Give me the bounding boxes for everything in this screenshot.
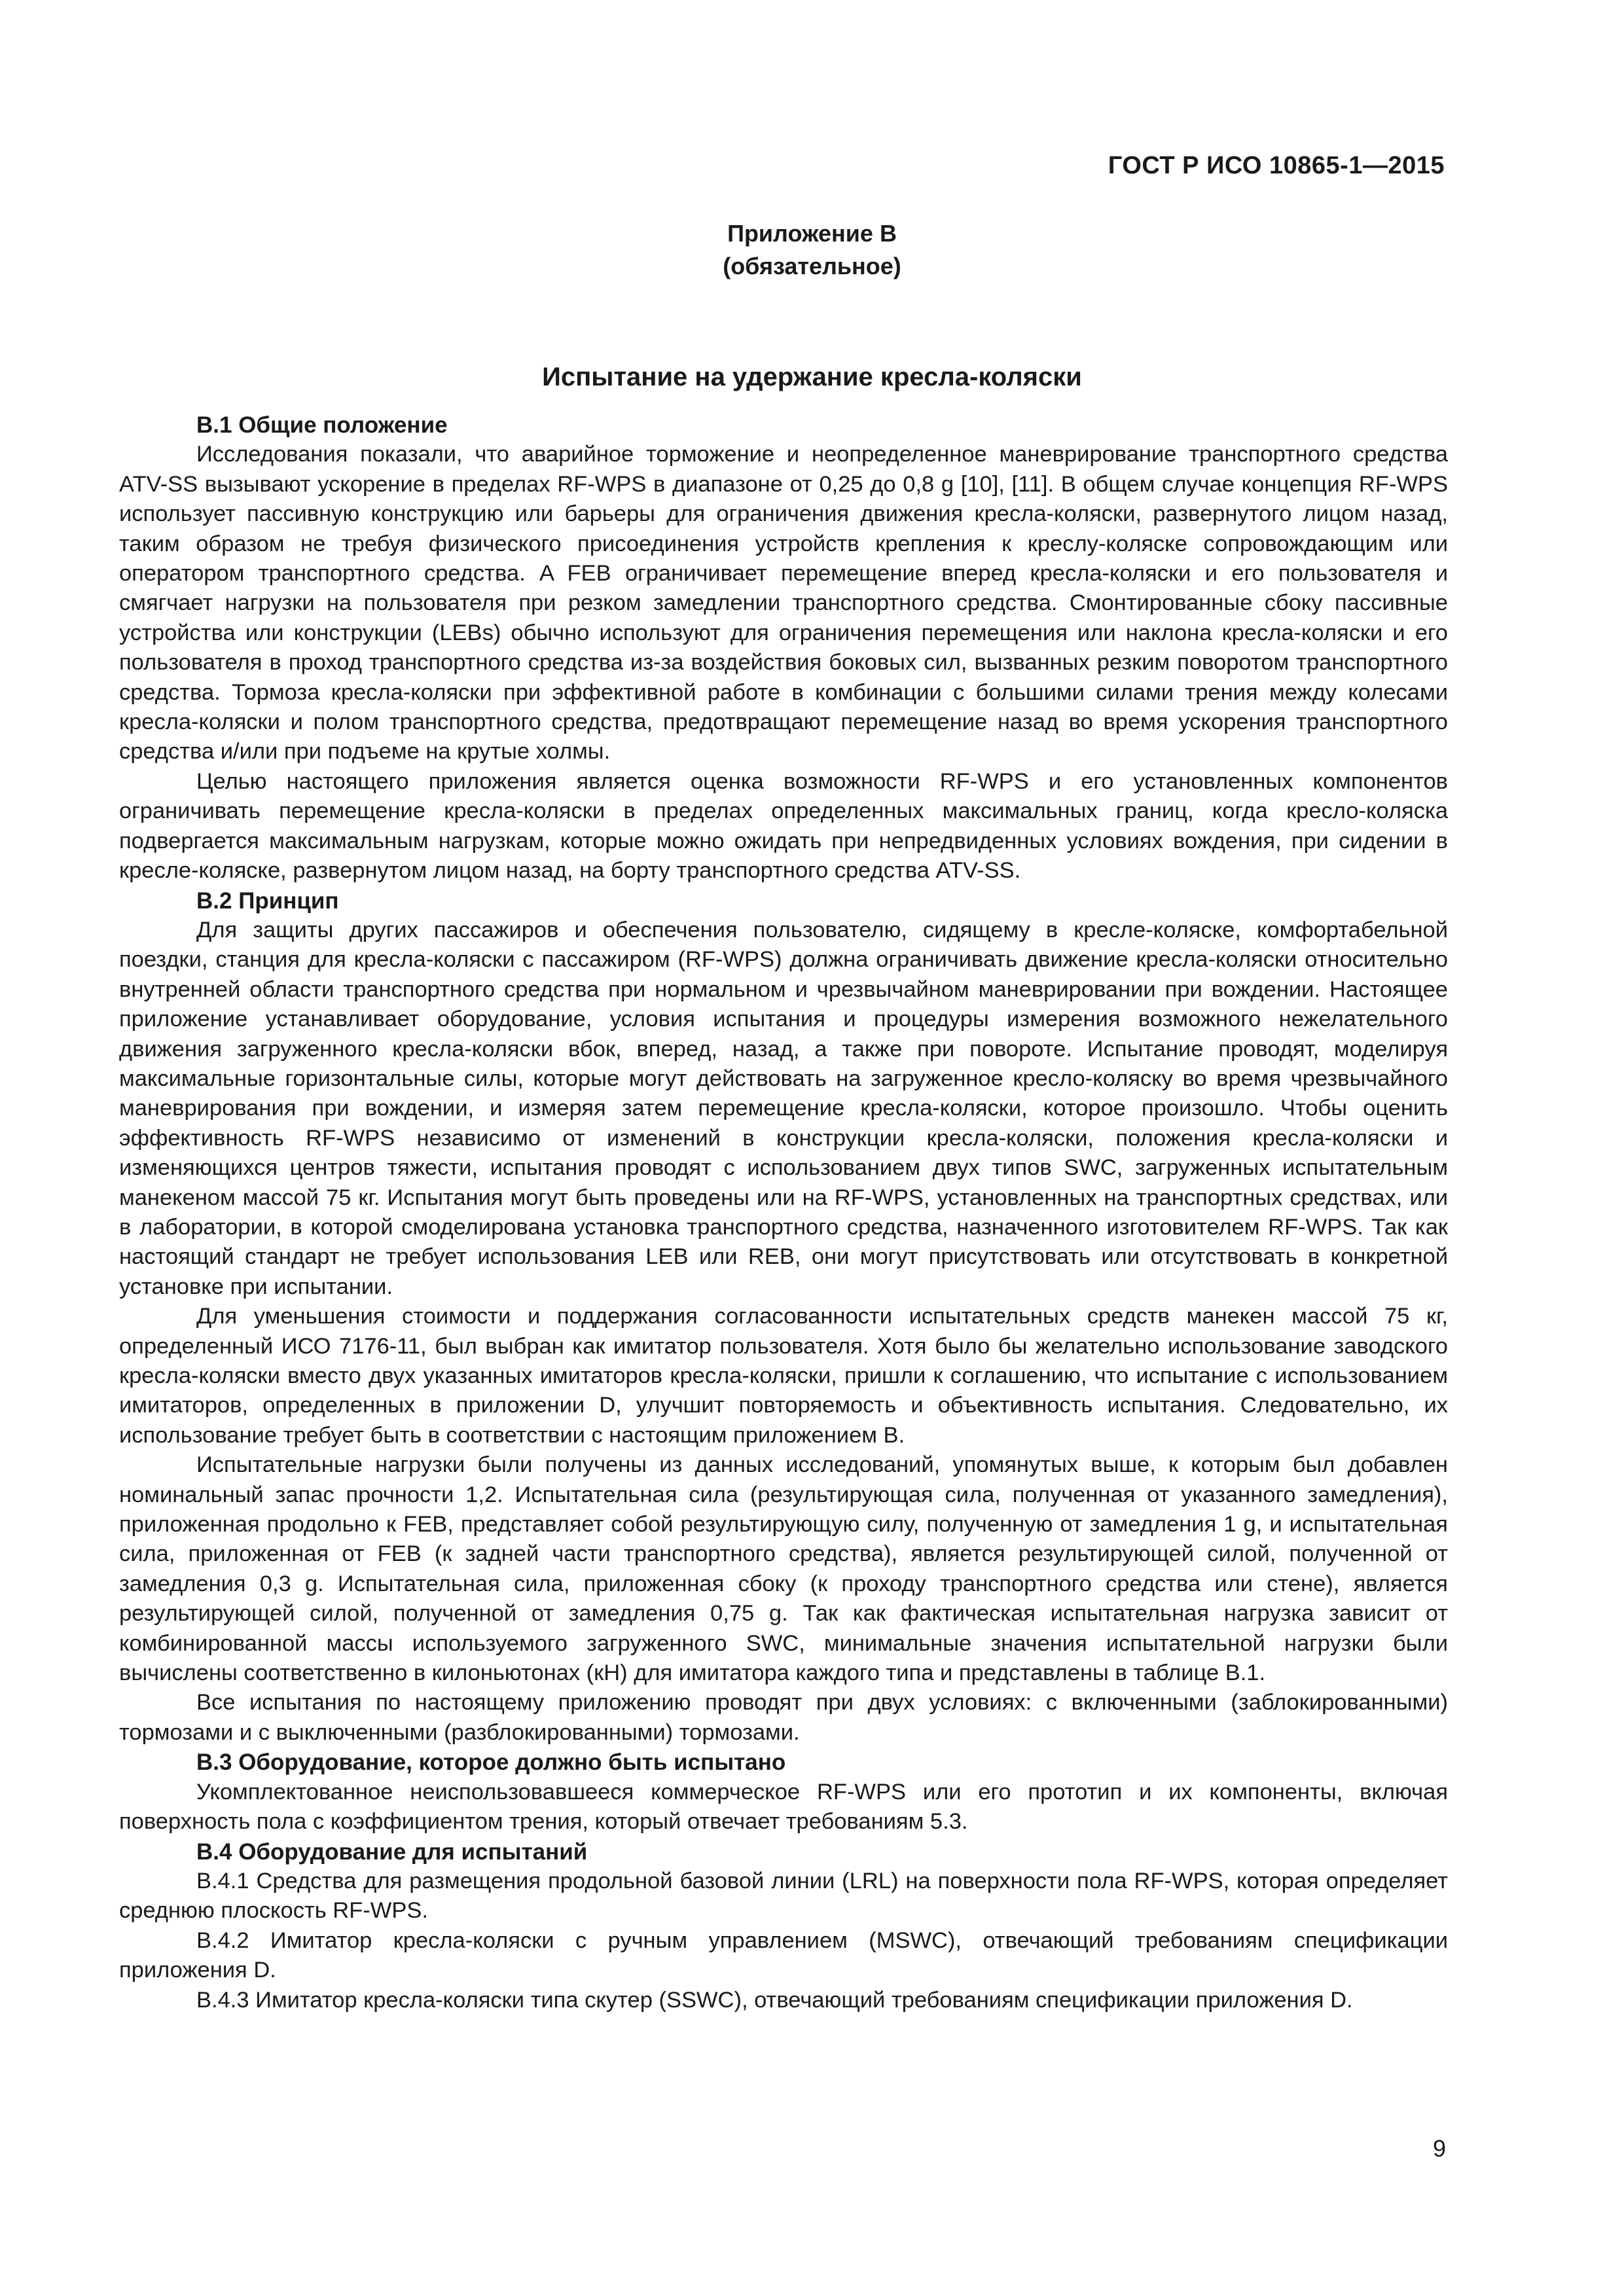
- section-heading-b3: В.3 Оборудование, которое должно быть испытано: [196, 1749, 786, 1776]
- annex-heading: [0, 217, 1624, 283]
- paragraph: В.4.2 Имитатор кресла-коляски с ручным управлением (MSWC), отвечающий требованиям спецификации приложения D.: [119, 1928, 1448, 1983]
- paragraph: Все испытания по настоящему приложению проводят при двух условиях: с включенными (заблокированными) тормозами и с выключенными (разблокированными) тормозами.: [119, 1690, 1448, 1745]
- paragraph: Для уменьшения стоимости и поддержания согласованности испытательных средств манекен массой 75 кг, определенный ИСО 7176-11, был выбран как имитатор пользователя. Хотя было бы желательно использование заводского кресла-коляски вместо двух указанных имитаторов кресла-коляски, пришли к соглашению, что испытание с использованием имитаторов, определенных в приложении D, улучшит повторяемость и объективность испытания. Следовательно, их использование требует быть в соответствии с настоящим приложением В.: [119, 1304, 1448, 1448]
- page-number: 9: [1432, 2135, 1446, 2162]
- paragraph: Исследования показали, что аварийное торможение и неопределенное маневрирование транспортного средства ATV-SS вызывают ускорение в пределах RF-WPS в диапазоне от 0,25 до 0,8 g [10], [11]. В общем случае концепция RF-WPS использует пассивную конструкцию или барьеры для ограничения движения кресла-коляски, развернутого лицом назад, таким образом не требуя физического присоединения устройств крепления к креслу-коляске сопровождающим или оператором транспортного средства. A FEB ограничивает перемещение вперед кресла-коляски и его пользователя и смягчает нагрузки на пользователя при резком замедлении транспортного средства. Смонтированные сбоку пассивные устройства или конструкции (LEBs) обычно используют для ограничения перемещения или наклона кресла-коляски и его пользователя в проход транспортного средства из-за воздействия боковых сил, вызванных резким поворотом транспортного средства. Тормоза кресла-коляски при эффективной работе в комбинации с большими силами трения между колесами кресла-коляски и полом транспортного средства, предотвращают перемещение назад во время ускорения транспортного средства и/или при подъеме на крутые холмы.: [119, 442, 1448, 764]
- paragraph: В.4.3 Имитатор кресла-коляски типа скутер (SSWC), отвечающий требованиям спецификации приложения D.: [196, 1987, 1353, 2013]
- paragraph: Целью настоящего приложения является оценка возможности RF-WPS и его установленных компонентов ограничивать перемещение кресла-коляски в пределах определенных максимальных границ, когда кресло-коляска подвергается максимальным нагрузкам, которые можно ожидать при непредвиденных условиях вождения, при сидении в кресле-коляске, развернутом лицом назад, на борту транспортного средства ATV-SS.: [119, 768, 1448, 884]
- section-heading-b2: В.2 Принцип: [196, 888, 339, 914]
- annex-title: Испытание на удержание кресла-коляски: [542, 363, 1082, 391]
- paragraph: Для защиты других пассажиров и обеспечения пользователю, сидящему в кресле-коляске, комфортабельной поездки, станция для кресла-коляски с пассажиром (RF-WPS) должна ограничивать движение кресла-коляски относительно внутренней области транспортного средства при нормальном и чрезвычайном маневрировании при вождении. Настоящее приложение устанавливает оборудование, условия испытания и процедуры измерения возможного нежелательного движения загруженного кресла-коляски вбок, вперед, назад, а также при повороте. Испытание проводят, моделируя максимальные горизонтальные силы, которые могут действовать на загруженное кресло-коляску во время чрезвычайного маневрирования при вождении, и измеряя затем перемещение кресла-коляски, которое произошло. Чтобы оценить эффективность RF-WPS независимо от изменений в конструкции кресла-коляски, положения кресла-коляски и изменяющихся центров тяжести, испытания проводят с использованием двух типов SWC, загруженных испытательным манекеном массой 75 кг. Испытания могут быть проведены или на RF-WPS, установленных на транспортных средствах, или в лаборатории, в которой смоделирована установка транспортного средства, назначенного изготовителем RF-WPS. Так как настоящий стандарт не требует использования LEB или REB, они могут присутствовать или отсутствовать в конкретной установке при испытании.: [119, 917, 1448, 1299]
- annex-body: [119, 410, 1448, 2015]
- standard-code: ГОСТ Р ИСО 10865-1—2015: [1108, 152, 1445, 179]
- annex-label: Приложение В: [727, 220, 897, 247]
- paragraph: Укомплектованное неиспользовавшееся коммерческое RF-WPS или его прототип и их компоненты, включая поверхность пола с коэффициентом трения, который отвечает требованиям 5.3.: [119, 1779, 1448, 1835]
- paragraph: В.4.1 Средства для размещения продольной базовой линии (LRL) на поверхности пола RF-WPS, которая определяет среднюю плоскость RF-WPS.: [119, 1868, 1448, 1924]
- annex-status: (обязательное): [723, 253, 901, 279]
- section-heading-b4: В.4 Оборудование для испытаний: [196, 1839, 588, 1865]
- section-heading-b1: В.1 Общие положение: [196, 412, 448, 438]
- paragraph: Испытательные нагрузки были получены из данных исследований, упомянутых выше, к которым был добавлен номинальный запас прочности 1,2. Испытательная сила (результирующая сила, полученная от указанного замедления), приложенная продольно к FEB, представляет собой результирующую силу, полученную от замедления 1 g, и испытательная сила, приложенная от FEB (к задней части транспортного средства), является результирующей силой, полученной от замедления 0,3 g. Испытательная сила, приложенная сбоку (к проходу транспортного средства или стене), является результирующей силой, полученной от замедления 0,75 g. Так как фактическая испытательная нагрузка зависит от комбинированной массы используемого загруженного SWC, минимальные значения испытательной нагрузки были вычислены соответственно в килоньютонах (кН) для имитатора каждого типа и представлены в таблице В.1.: [119, 1452, 1448, 1686]
